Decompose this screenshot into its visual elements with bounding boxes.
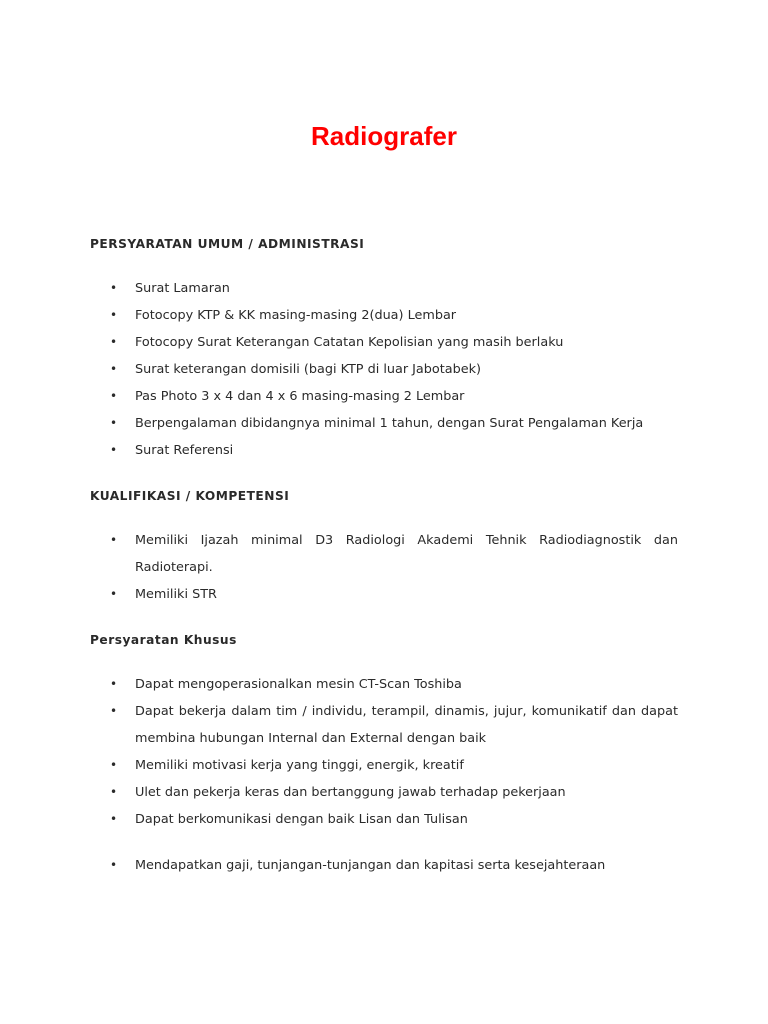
list-khusus-extra xyxy=(110,852,678,879)
list-item: • Memiliki Ijazah minimal D3 Radiologi Akademi Tehnik Radiodiagnostik dan Radioterapi. xyxy=(110,527,678,581)
list-item: • Surat Lamaran xyxy=(110,275,678,302)
document-title: Radiografer xyxy=(311,121,457,151)
list-item: • Dapat berkomunikasi dengan baik Lisan dan Tulisan xyxy=(110,806,678,833)
list-item: • Pas Photo 3 x 4 dan 4 x 6 masing-masing 2 Lembar xyxy=(110,383,678,410)
list-item: • Memiliki STR xyxy=(110,581,678,608)
list-item: • Dapat mengoperasionalkan mesin CT-Scan Toshiba xyxy=(110,671,678,698)
section-heading-umum: PERSYARATAN UMUM / ADMINISTRASI xyxy=(90,237,365,251)
list-item: • Ulet dan pekerja keras dan bertanggung jawab terhadap pekerjaan xyxy=(110,779,678,806)
list-item: • Fotocopy Surat Keterangan Catatan Kepolisian yang masih berlaku xyxy=(110,329,678,356)
list-umum xyxy=(110,275,678,464)
list-item: • Mendapatkan gaji, tunjangan-tunjangan dan kapitasi serta kesejahteraan xyxy=(110,852,678,879)
section-heading-khusus: Persyaratan Khusus xyxy=(90,633,237,647)
list-item: • Dapat bekerja dalam tim / individu, terampil, dinamis, jujur, komunikatif dan dapat membina hubungan Internal dan External dengan baik xyxy=(110,698,678,752)
list-item: • Surat Referensi xyxy=(110,437,678,464)
list-item: • Memiliki motivasi kerja yang tinggi, energik, kreatif xyxy=(110,752,678,779)
list-item: • Surat keterangan domisili (bagi KTP di luar Jabotabek) xyxy=(110,356,678,383)
list-khusus xyxy=(110,671,678,833)
list-kualifikasi xyxy=(110,527,678,608)
list-item: • Berpengalaman dibidangnya minimal 1 tahun, dengan Surat Pengalaman Kerja xyxy=(110,410,678,437)
list-item: • Fotocopy KTP & KK masing-masing 2(dua) Lembar xyxy=(110,302,678,329)
section-heading-kualifikasi: KUALIFIKASI / KOMPETENSI xyxy=(90,489,290,503)
